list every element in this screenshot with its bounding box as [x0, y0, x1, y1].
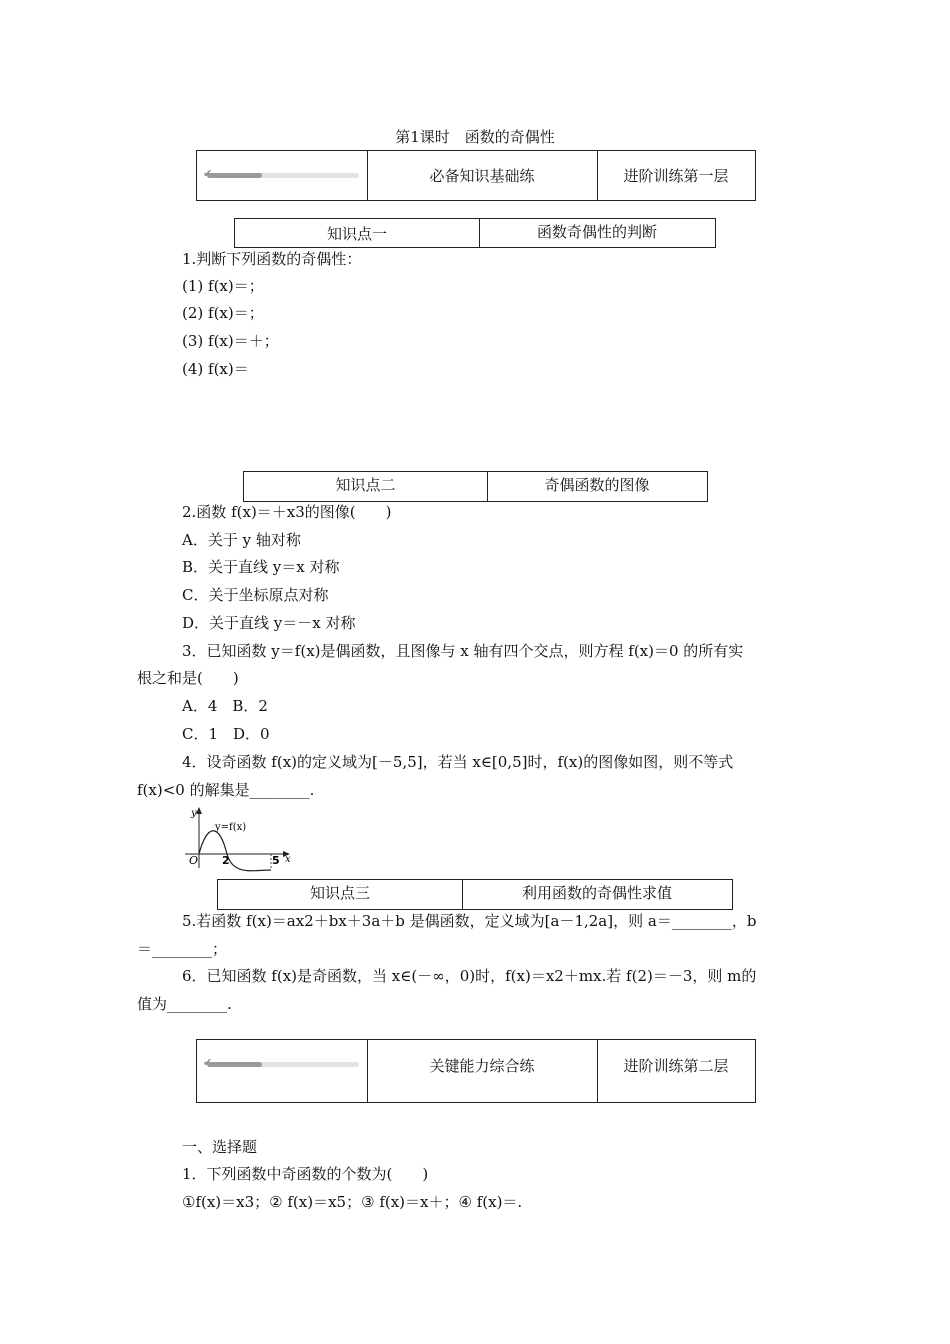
q4-line-2: f(x)<0 的解集是________.	[137, 781, 315, 799]
q2-stem: 2.函数 f(x)＝＋x3的图像( )	[182, 503, 392, 521]
q1-item-3: (3) f(x)＝＋；	[182, 332, 279, 350]
section-title: 关键能力综合练	[429, 1057, 535, 1075]
y-axis-label: y	[191, 808, 197, 819]
q2-option-a: A．关于 y 轴对称	[182, 531, 301, 549]
progress-bar	[207, 173, 359, 178]
section-level: 进阶训练第二层	[623, 1057, 729, 1075]
tick-2: 2	[222, 854, 230, 867]
lesson-title: 第1课时 函数的奇偶性	[395, 128, 555, 146]
kp-topic: 函数奇偶性的判断	[536, 223, 657, 241]
q3-options-row-2: C．1 D．0	[182, 725, 270, 743]
check-icon: ✔	[203, 1056, 213, 1069]
knowledge-point-1	[234, 218, 716, 248]
q3-options-row-1: A．4 B．2	[182, 697, 268, 715]
section-level: 进阶训练第一层	[623, 167, 729, 185]
q1-stem: 1.判断下列函数的奇偶性：	[182, 250, 362, 268]
section-title: 必备知识基础练	[429, 167, 535, 185]
q5-line-2: ＝________；	[137, 940, 228, 958]
progress-bar	[207, 1062, 359, 1067]
knowledge-point-2	[243, 471, 708, 502]
q6-line-1: 6．已知函数 f(x)是奇函数，当 x∈(－∞，0)时，f(x)＝x2＋mx.若 f(2)＝－3，则 m的	[182, 967, 757, 985]
q1-item-1: (1) f(x)＝；	[182, 277, 264, 295]
kp-label: 知识点三	[309, 884, 370, 902]
q3-line-2: 根之和是( )	[137, 669, 239, 687]
q5-line-1: 5.若函数 f(x)＝ax2＋bx＋3a＋b 是偶函数，定义域为[a－1,2a]，则 a＝________，b	[182, 912, 757, 930]
q3-line-1: 3．已知函数 y＝f(x)是偶函数，且图像与 x 轴有四个交点，则方程 f(x)＝0 的所有实	[182, 642, 744, 660]
section-header-basic	[196, 150, 756, 201]
kp-topic: 利用函数的奇偶性求值	[521, 884, 672, 902]
function-graph	[175, 804, 300, 876]
q6-line-2: 值为________.	[137, 995, 232, 1013]
kp-topic: 奇偶函数的图像	[544, 476, 650, 494]
q1-item-2: (2) f(x)＝；	[182, 304, 264, 322]
q2-option-b: B．关于直线 y＝x 对称	[182, 558, 340, 576]
origin-label: O	[189, 854, 199, 867]
q1-item-4: (4) f(x)＝	[182, 360, 249, 378]
q4-line-1: 4．设奇函数 f(x)的定义域为[－5,5]，若当 x∈[0,5]时，f(x)的图像如图，则不等式	[182, 753, 734, 771]
kp-label: 知识点一	[326, 224, 387, 243]
check-icon: ✔	[203, 167, 213, 180]
part1-q1-stem: 1．下列函数中奇函数的个数为( )	[182, 1165, 429, 1183]
curve-label: y=f(x)	[215, 822, 247, 833]
part1-q1-items: ①f(x)＝x3；② f(x)＝x5；③ f(x)＝x＋；④ f(x)＝.	[182, 1193, 523, 1211]
part1-heading: 一、选择题	[182, 1138, 258, 1156]
tick-5: 5	[272, 854, 280, 867]
q2-option-c: C．关于坐标原点对称	[182, 586, 329, 604]
knowledge-point-3	[217, 879, 733, 910]
q2-option-d: D．关于直线 y＝－x 对称	[182, 614, 356, 632]
x-axis-label: x	[285, 854, 291, 865]
section-header-advanced	[196, 1039, 756, 1103]
kp-label: 知识点二	[335, 476, 396, 494]
